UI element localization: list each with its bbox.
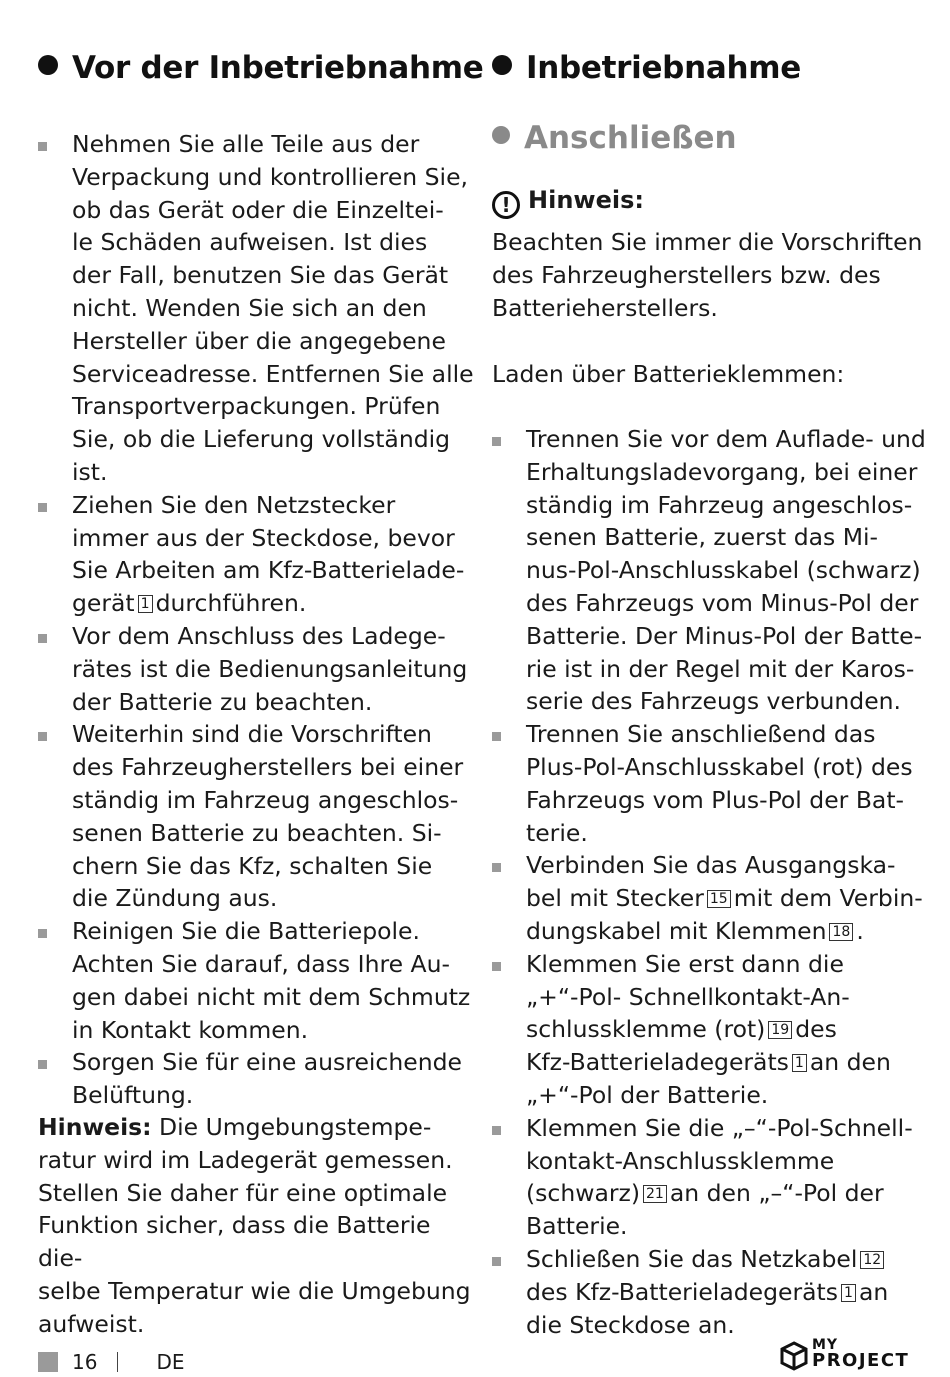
text-line: der Batterie zu beachten. — [72, 687, 373, 716]
part-reference-1: 1 — [792, 1054, 807, 1072]
text-line: Trennen Sie vor dem Auflade- und — [526, 425, 926, 453]
text-line: Stellen Sie daher für eine optimale — [38, 1178, 448, 1207]
text-line: rie ist in der Regel mit der Karos- — [526, 654, 915, 683]
text-line: senen Batterie zu beachten. Si- — [72, 818, 442, 847]
list-item — [38, 718, 478, 915]
text-line: ratur wird im Ladegerät gemessen. — [38, 1145, 453, 1174]
part-reference-19: 19 — [768, 1021, 792, 1039]
text-line: Verpackung und kontrollieren Sie, — [72, 162, 469, 191]
text-line: nus-Pol-Anschlusskabel (schwarz) — [526, 556, 921, 585]
part-reference-1: 1 — [841, 1284, 856, 1302]
text-line: Nehmen Sie alle Teile aus der — [72, 130, 420, 158]
bullet-dot-icon — [492, 126, 510, 144]
text-line: Funktion sicher, dass die Batterie die- — [38, 1211, 431, 1273]
footer-square-icon — [38, 1352, 58, 1372]
exclamation-circle-icon: ! — [492, 191, 520, 219]
note-label: Hinweis: — [38, 1113, 152, 1141]
text-line: terie. — [526, 818, 588, 847]
temperature-note: Hinweis: Die Umgebungstempe- ratur wird im Ladegerät gemessen. Stellen Sie daher für eine optimale Funktion sicher, dass die Batterie die- selbe Temperatur wie die Umgebung aufweist. — [38, 1111, 478, 1341]
text-line: Plus-Pol-Anschlusskabel (rot) des — [526, 752, 913, 781]
list-item: Klemmen Sie erst dann die „+“-Pol- Schnellkontakt-An- schlussklemme (rot) 19 des Kfz-Batterieladegeräts 1 an den „+“-Pol der Batterie. — [492, 948, 932, 1112]
text-line: Ziehen Sie den Netzstecker — [72, 490, 396, 519]
hinweis-heading: ! Hinweis: — [492, 186, 644, 219]
page-footer — [38, 1350, 185, 1374]
text-line: Hersteller über die angegebene — [72, 326, 446, 355]
text-line: rätes ist die Bedienungsanleitung — [72, 654, 468, 683]
text-line: Serviceadresse. Entfernen Sie alle — [72, 359, 474, 388]
list-item — [38, 1046, 478, 1112]
text-line: Belüftung. — [72, 1081, 194, 1110]
text-line: Trennen Sie anschließend das — [526, 720, 876, 749]
text-line: aufweist. — [38, 1309, 145, 1338]
part-reference-12: 12 — [860, 1251, 884, 1269]
text-line: des Fahrzeugs vom Minus-Pol der — [526, 588, 919, 617]
text-line: ständig im Fahrzeug angeschlos- — [72, 785, 459, 814]
text-line: ständig im Fahrzeug angeschlos- — [526, 490, 913, 519]
text-line: nicht. Wenden Sie sich an den — [72, 293, 427, 322]
text-line: ob das Gerät oder die Einzeltei- — [72, 195, 444, 224]
text-line: senen Batterie, zuerst das Mi- — [526, 523, 879, 552]
text-line: Sorgen Sie für eine ausreichende — [72, 1048, 462, 1077]
text-line: Weiterhin sind die Vorschriften — [72, 720, 432, 749]
hinweis-text — [492, 226, 932, 324]
text-line: in Kontakt kommen. — [72, 1015, 309, 1044]
text-line: Batterieherstellers. — [492, 293, 718, 322]
preparation-list — [38, 128, 478, 1112]
list-item: Schließen Sie das Netzkabel 12 des Kfz-Batterieladegeräts 1 an die Steckdose an. — [492, 1243, 932, 1341]
list-item: Klemmen Sie die „–“-Pol-Schnell- kontakt-Anschlussklemme (schwarz) 21 an den „–“-Pol der Batterie. — [492, 1112, 932, 1243]
text-line: selbe Temperatur wie die Umgebung — [38, 1276, 471, 1305]
part-reference-1: 1 — [138, 595, 153, 613]
text-line: Reinigen Sie die Batteriepole. — [72, 917, 420, 946]
text-line: Achten Sie darauf, dass Ihre Au- — [72, 949, 450, 978]
part-reference-18: 18 — [829, 923, 853, 941]
list-item: Ziehen Sie den Netzstecker immer aus der Steckdose, bevor Sie Arbeiten am Kfz-Batterielade- gerät 1 durchführen. — [38, 489, 478, 620]
laden-label: Laden über Batterieklemmen: — [492, 360, 845, 388]
list-item — [38, 915, 478, 1046]
text-line: des Fahrzeugherstellers bzw. des — [492, 260, 881, 289]
part-reference-15: 15 — [707, 890, 731, 908]
section-title-inbetriebnahme: Inbetriebnahme — [492, 50, 801, 86]
list-item: Verbinden Sie das Ausgangska- bel mit Stecker 15 mit dem Verbin- dungskabel mit Klemmen 18 . — [492, 849, 932, 947]
text-line: Batterie. Der Minus-Pol der Batte- — [526, 621, 923, 650]
list-item — [492, 423, 932, 718]
list-item — [492, 718, 932, 849]
part-reference-21: 21 — [643, 1185, 667, 1203]
text-line: Sie Arbeiten am Kfz-Batterielade- — [72, 556, 465, 585]
logo-text-my: MY — [812, 1337, 839, 1353]
text-line: Vor dem Anschluss des Ladege- — [72, 621, 446, 650]
text-line: Transportverpackungen. Prüfen — [72, 392, 441, 421]
text-line: le Schäden aufweisen. Ist dies — [72, 228, 428, 257]
text-line: immer aus der Steckdose, bevor — [72, 523, 455, 552]
text-line: Beachten Sie immer die Vorschriften — [492, 228, 923, 256]
cube-logo-icon — [780, 1341, 808, 1371]
text-line: chern Sie das Kfz, schalten Sie — [72, 851, 433, 880]
list-item — [38, 128, 478, 489]
text-line: Erhaltungsladevorgang, bei einer — [526, 457, 918, 486]
page-number: 16 — [72, 1350, 98, 1374]
bullet-dot-icon — [492, 55, 512, 75]
text-line: Sie, ob die Lieferung vollständig ist. — [72, 425, 451, 486]
text-line: der Fall, benutzen Sie das Gerät — [72, 261, 449, 290]
language-code: DE — [156, 1350, 185, 1374]
logo-text-project: PROJECT — [812, 1350, 910, 1371]
myproject-logo — [780, 1338, 920, 1374]
section-title-vor-der-inbetriebnahme: Vor der Inbetriebnahme — [38, 50, 484, 86]
text-line: gen dabei nicht mit dem Schmutz — [72, 982, 471, 1011]
text-line: die Zündung aus. — [72, 884, 278, 913]
text-line: des Fahrzeugherstellers bei einer — [72, 753, 464, 782]
footer-divider — [117, 1352, 118, 1372]
connection-steps-list — [492, 423, 932, 1341]
bullet-dot-icon — [38, 55, 58, 75]
list-item — [38, 620, 478, 718]
text-line: Fahrzeugs vom Plus-Pol der Bat- — [526, 785, 905, 814]
text-line: serie des Fahrzeugs verbunden. — [526, 687, 902, 716]
subsection-title-anschliessen: Anschließen — [492, 120, 737, 156]
